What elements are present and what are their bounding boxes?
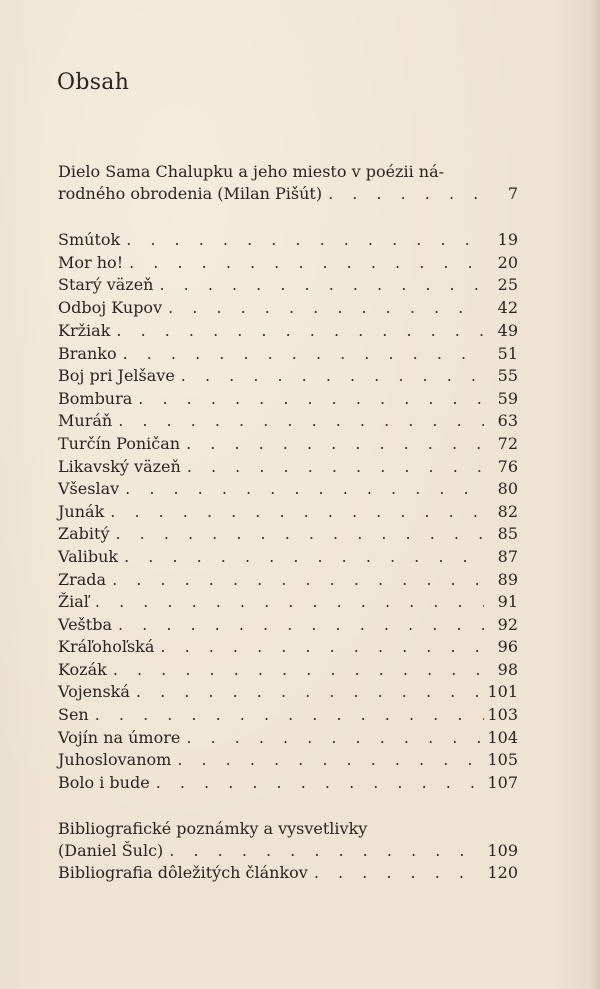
leader-dots (115, 523, 484, 545)
toc-entry (58, 681, 518, 703)
toc-entry-label: Bolo i bude (58, 773, 150, 792)
toc-entry-label: Starý väzeň (58, 275, 154, 294)
toc-entry (58, 749, 518, 771)
toc-entry (58, 614, 518, 636)
toc-page-number: 104 (487, 728, 518, 747)
leader-dots (314, 862, 484, 884)
leader-dots (112, 569, 484, 591)
toc-page-number: 91 (497, 592, 518, 611)
toc-entry-label: Juhoslovanom (58, 750, 172, 769)
toc-page-number: 89 (497, 570, 518, 589)
leader-dots (116, 320, 484, 342)
leader-dots (124, 546, 484, 568)
toc-entry-label: Zabitý (58, 524, 110, 543)
toc-entry (58, 772, 518, 794)
leader-dots (136, 681, 484, 703)
intro-entry (58, 160, 518, 183)
toc-entry-label: Vojenská (58, 682, 130, 701)
toc-page-number: 7 (507, 184, 518, 203)
page-edge-shadow (590, 0, 600, 989)
toc-entry-label: Mor ho! (58, 253, 124, 272)
toc-page-number: 101 (487, 682, 518, 701)
leader-dots (110, 501, 484, 523)
toc-page-number: 76 (497, 457, 518, 476)
leader-dots (138, 388, 484, 410)
toc-entry-label: Bombura (58, 389, 133, 408)
toc-entry (58, 365, 518, 387)
toc-page-number: 103 (487, 705, 518, 724)
leader-dots (160, 636, 484, 658)
toc-page-number: 59 (497, 389, 518, 408)
toc-page-number: 42 (497, 298, 518, 317)
toc-entry (58, 320, 518, 342)
toc-entry (58, 433, 518, 455)
toc-page-number: 25 (497, 275, 518, 294)
toc-entry (58, 569, 518, 591)
leader-dots (177, 749, 484, 771)
toc-entry-label: Vojín na úmore (58, 728, 181, 747)
leader-dots (129, 252, 484, 274)
toc-entry (58, 229, 518, 251)
leader-dots (187, 456, 484, 478)
leader-dots (186, 727, 484, 749)
leader-dots (168, 297, 484, 319)
leader-dots (113, 659, 484, 681)
leader-dots (118, 410, 484, 432)
leader-dots (159, 274, 484, 296)
toc-entry-label: Turčín Poničan (58, 434, 181, 453)
leader-dots (118, 614, 484, 636)
leader-dots (181, 365, 484, 387)
toc-entry (58, 297, 518, 319)
leader-dots (95, 591, 484, 613)
leader-dots (169, 840, 484, 862)
toc-page-number: 63 (497, 411, 518, 430)
toc-entry-label: Likavský väzeň (58, 457, 181, 476)
toc-entry (58, 636, 518, 658)
toc-page-number: 120 (487, 863, 518, 882)
biblio-notes-line-1: Bibliografické poznámky a vysvetlivky (58, 819, 368, 838)
toc-page-number: 72 (497, 434, 518, 453)
intro-line-1: Dielo Sama Chalupku a jeho miesto v poézii ná- (58, 162, 445, 181)
toc-entry-label: Odboj Kupov (58, 298, 163, 317)
leader-dots (328, 183, 484, 205)
toc-page-number: 19 (497, 230, 518, 249)
toc-entry-label: Sen (58, 705, 89, 724)
biblio-notes-row (58, 840, 518, 862)
toc-page-number: 80 (497, 479, 518, 498)
toc-entry-label: Junák (58, 502, 105, 521)
leader-dots (156, 772, 484, 794)
leader-dots (95, 704, 484, 726)
toc-entry (58, 274, 518, 296)
toc-entry (58, 343, 518, 365)
toc-entry (58, 727, 518, 749)
toc-page-number: 92 (497, 615, 518, 634)
toc-entry-label: rodného obrodenia (Milan Pišút) (58, 184, 323, 203)
toc-entry (58, 659, 518, 681)
toc-entry-label: Zrada (58, 570, 107, 589)
toc-entry (58, 252, 518, 274)
toc-entry-label: Všeslav (58, 479, 120, 498)
leader-dots (123, 343, 484, 365)
toc-page-number: 85 (497, 524, 518, 543)
toc-entry-label: Smútok (58, 230, 121, 249)
toc-entry (58, 388, 518, 410)
toc-entry-label: Boj pri Jelšave (58, 366, 175, 385)
toc-page-number: 109 (487, 841, 518, 860)
toc-entry-label: Branko (58, 344, 117, 363)
toc-entry-label: (Daniel Šulc) (58, 841, 164, 860)
leader-dots (126, 229, 484, 251)
toc-entry (58, 410, 518, 432)
intro-entry-row (58, 183, 518, 205)
toc-page-number: 82 (497, 502, 518, 521)
toc-page-number: 87 (497, 547, 518, 566)
page-title: Obsah (57, 70, 130, 95)
toc-entry-label: Bibliografia dôležitých článkov (58, 863, 308, 882)
toc-entry (58, 523, 518, 545)
toc-entry (58, 478, 518, 500)
toc-entry-label: Kozák (58, 660, 107, 679)
toc-entry (58, 501, 518, 523)
toc-entry (58, 591, 518, 613)
toc-entry-label: Kráľohoľská (58, 637, 155, 656)
toc-page-number: 107 (487, 773, 518, 792)
toc-entry (58, 704, 518, 726)
toc-entry (58, 546, 518, 568)
toc-entry-label: Kržiak (58, 321, 111, 340)
toc-entry-label: Valibuk (58, 547, 119, 566)
toc-page-number: 96 (497, 637, 518, 656)
toc-page-number: 98 (497, 660, 518, 679)
toc-page-number: 105 (487, 750, 518, 769)
toc-page-number: 49 (497, 321, 518, 340)
toc-page-number: 51 (497, 344, 518, 363)
toc-entry-label: Žiaľ (58, 592, 89, 611)
biblio-articles-row (58, 862, 518, 884)
toc-entry-label: Muráň (58, 411, 113, 430)
toc-entry-label: Veštba (58, 615, 112, 634)
leader-dots (186, 433, 484, 455)
toc-page-number: 55 (497, 366, 518, 385)
toc-page-number: 20 (497, 253, 518, 272)
toc-entry (58, 456, 518, 478)
leader-dots (125, 478, 484, 500)
